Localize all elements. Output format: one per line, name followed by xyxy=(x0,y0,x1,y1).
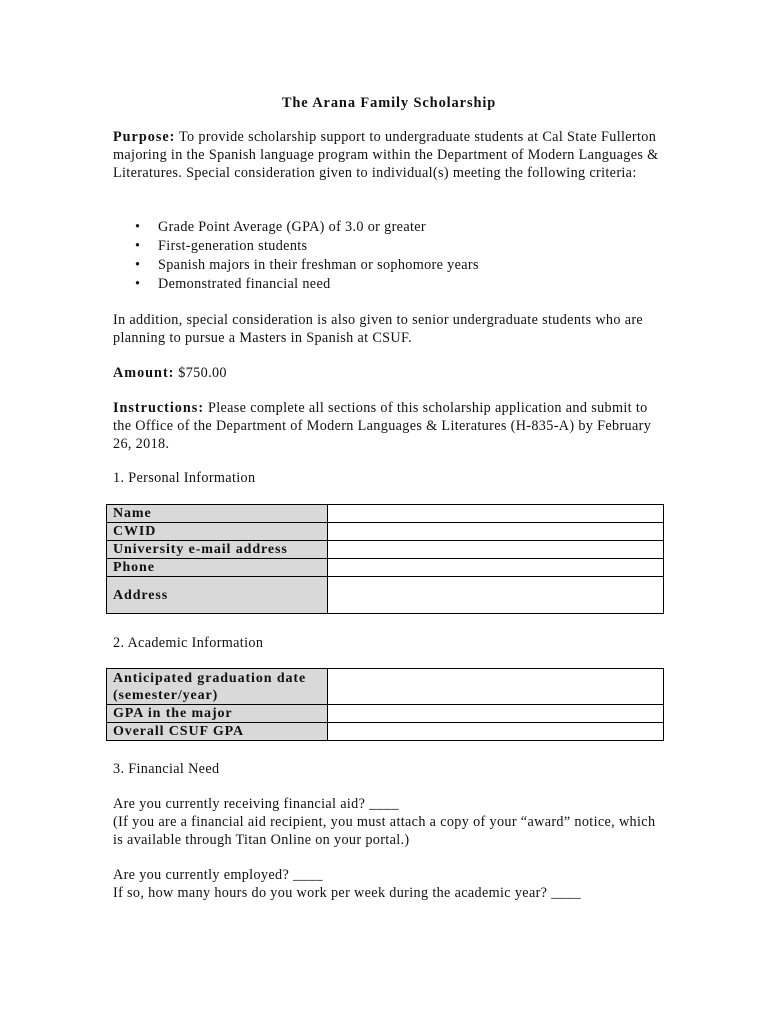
address-input-cell[interactable] xyxy=(328,577,664,614)
field-label-overall-gpa: Overall CSUF GPA xyxy=(107,723,328,741)
bullet-icon: • xyxy=(135,276,141,292)
criteria-list xyxy=(113,218,479,294)
table-row xyxy=(107,723,664,741)
bullet-icon: • xyxy=(135,238,141,254)
phone-input-cell[interactable] xyxy=(328,559,664,577)
table-row xyxy=(107,577,664,614)
purpose-paragraph xyxy=(113,128,665,182)
table-row xyxy=(107,505,664,523)
instructions-text: Please complete all sections of this scholarship application and submit to the Office of the Department of Modern Languages & Literatures (H-835-A) by February 26, 2018. xyxy=(113,400,652,452)
section-heading-financial: 3. Financial Need xyxy=(113,761,220,777)
instructions-label: Instructions: xyxy=(113,400,205,416)
employment-question: Are you currently employed? ____ xyxy=(113,867,323,883)
amount-value: $750.00 xyxy=(178,365,227,381)
field-label-phone: Phone xyxy=(107,559,328,577)
field-label-address: Address xyxy=(107,577,328,614)
field-label-name: Name xyxy=(107,505,328,523)
cwid-input-cell[interactable] xyxy=(328,523,664,541)
overall-gpa-input-cell[interactable] xyxy=(328,723,664,741)
amount-line xyxy=(113,364,665,382)
criteria-item: • Spanish majors in their freshman or sophomore years xyxy=(135,257,479,273)
purpose-text: To provide scholarship support to undergraduate students at Cal State Fullerton majoring in the Spanish language program within the Department of Modern Languages & Literatures. Special consideration given to individual(s) meeting the following criteria: xyxy=(113,129,659,181)
major-gpa-input-cell[interactable] xyxy=(328,705,664,723)
purpose-label: Purpose: xyxy=(113,129,176,145)
field-label-graduation-date: Anticipated graduation date (semester/year) xyxy=(107,669,328,705)
graduation-date-input-cell[interactable] xyxy=(328,669,664,705)
table-row xyxy=(107,523,664,541)
addition-paragraph: In addition, special consideration is also given to senior undergraduate students who are planning to pursue a Masters in Spanish at CSUF. xyxy=(113,312,644,346)
bullet-icon: • xyxy=(135,219,141,235)
table-row xyxy=(107,705,664,723)
criteria-item: • Grade Point Average (GPA) of 3.0 or greater xyxy=(135,219,426,235)
section-heading-academic: 2. Academic Information xyxy=(113,635,264,651)
financial-aid-note: (If you are a financial aid recipient, you must attach a copy of your “award” notice, which is available through Titan Online on your portal.) xyxy=(113,814,656,848)
field-label-cwid: CWID xyxy=(107,523,328,541)
personal-info-table xyxy=(106,504,664,614)
table-row xyxy=(107,541,664,559)
field-label-email: University e-mail address xyxy=(107,541,328,559)
field-label-major-gpa: GPA in the major xyxy=(107,705,328,723)
academic-info-table xyxy=(106,668,664,741)
table-row xyxy=(107,669,664,705)
hours-question: If so, how many hours do you work per week during the academic year? ____ xyxy=(113,885,581,901)
criteria-item: • Demonstrated financial need xyxy=(135,276,331,292)
name-input-cell[interactable] xyxy=(328,505,664,523)
document-title: The Arana Family Scholarship xyxy=(281,95,497,111)
financial-aid-question: Are you currently receiving financial aid? ____ xyxy=(113,796,399,812)
criteria-item: • First-generation students xyxy=(135,238,308,254)
section-heading-personal: 1. Personal Information xyxy=(113,470,256,486)
email-input-cell[interactable] xyxy=(328,541,664,559)
bullet-icon: • xyxy=(135,257,141,273)
instructions-paragraph xyxy=(113,399,665,453)
table-row xyxy=(107,559,664,577)
amount-label: Amount: xyxy=(113,365,175,381)
